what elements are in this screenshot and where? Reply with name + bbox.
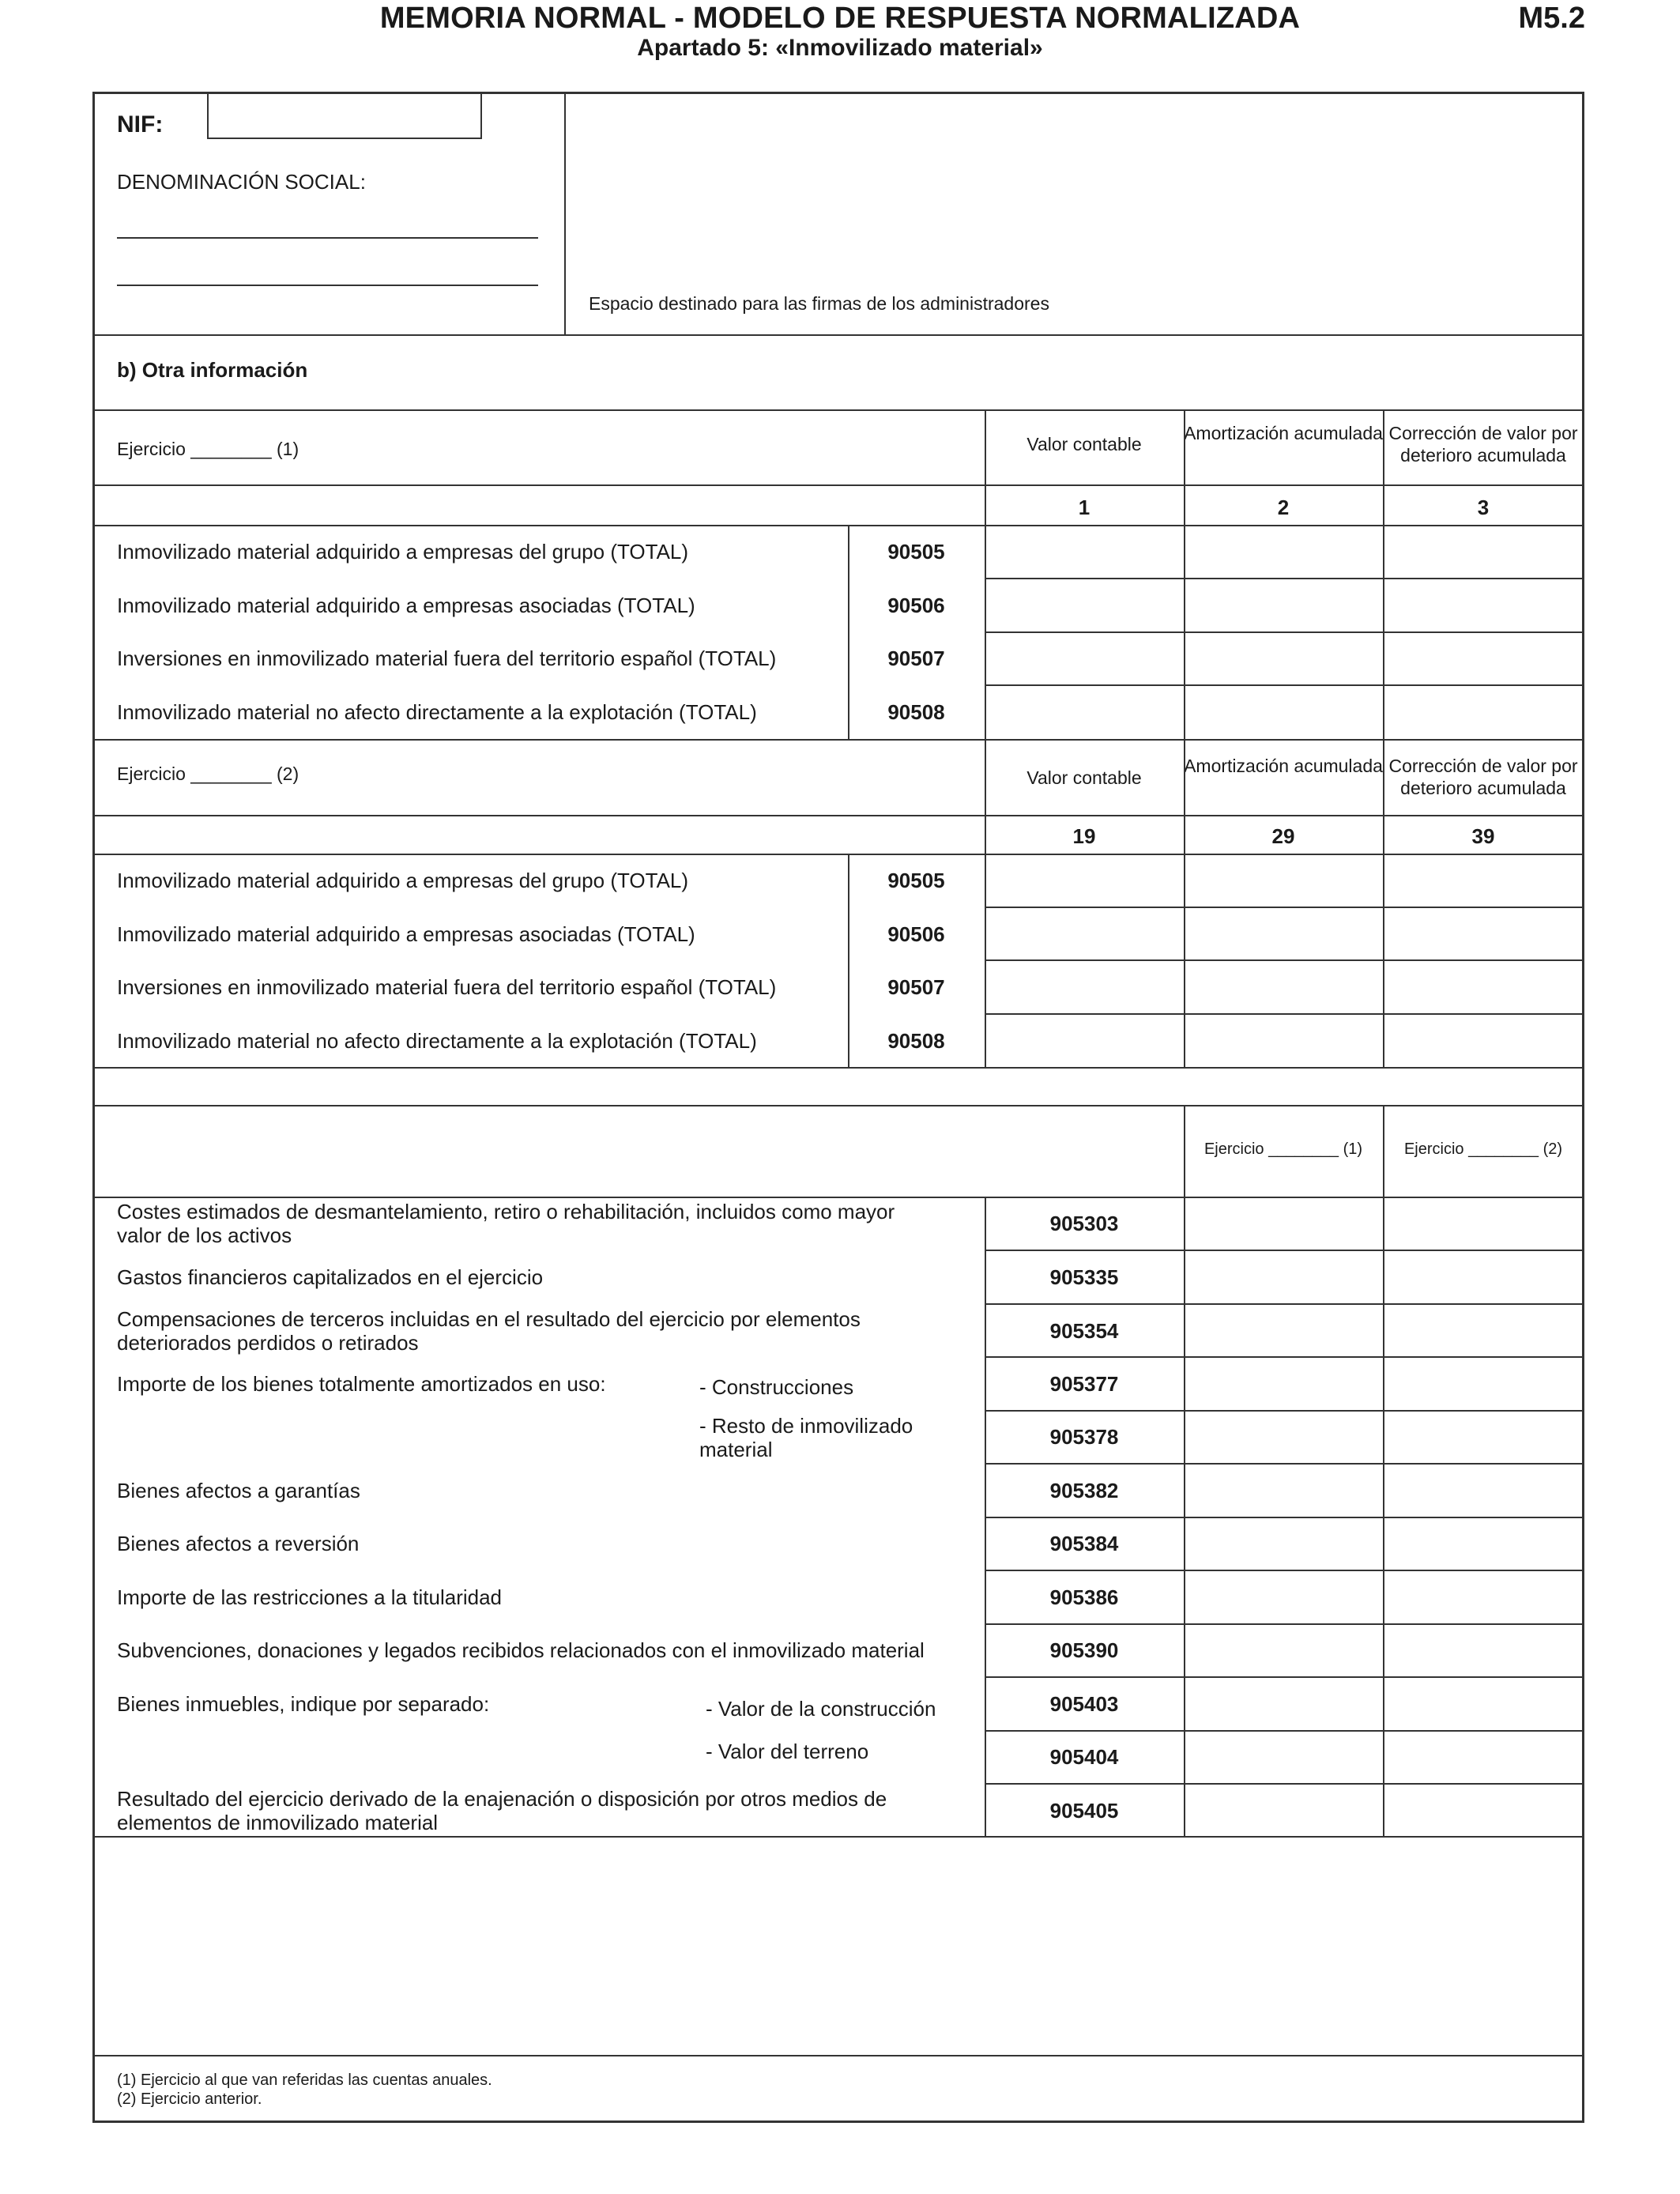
divider xyxy=(1383,739,1384,1067)
divider xyxy=(92,525,1584,526)
divider xyxy=(985,1303,1584,1305)
divider xyxy=(985,739,986,1067)
row-code: 90508 xyxy=(887,700,945,724)
table1-colnum-2: 2 xyxy=(1277,496,1290,519)
denominacion-line-1[interactable] xyxy=(117,237,538,239)
divider xyxy=(985,1356,1584,1358)
table2-colnum-3: 39 xyxy=(1471,824,1495,848)
table-row-label: Gastos financieros capitalizados en el ejercicio xyxy=(117,1265,544,1289)
divider xyxy=(985,1197,986,1836)
table1-colnum-3: 3 xyxy=(1477,496,1490,519)
divider xyxy=(92,739,1584,741)
table-row-label: Inversiones en inmovilizado material fuera del territorio español (TOTAL) xyxy=(117,975,777,999)
table-row-label: Subvenciones, donaciones y legados recibidos relacionados con el inmovilizado material xyxy=(117,1638,925,1662)
divider xyxy=(92,2055,1584,2056)
row-code: 905377 xyxy=(1049,1372,1119,1396)
row-code: 905386 xyxy=(1049,1585,1119,1609)
nif-field[interactable] xyxy=(207,92,482,139)
divider xyxy=(985,1517,1584,1518)
row-code: 905390 xyxy=(1049,1638,1119,1662)
table2-col-amortizacion: Amortización acumulada xyxy=(1184,756,1383,776)
table2-colnum-2: 29 xyxy=(1271,824,1295,848)
table2-ejercicio-label: Ejercicio ________ (2) xyxy=(117,763,299,784)
row-code: 90507 xyxy=(887,647,945,670)
divider xyxy=(985,631,1584,633)
table-row-label: Inmovilizado material adquirido a empresas del grupo (TOTAL) xyxy=(117,869,689,892)
row-code: 905335 xyxy=(1049,1265,1119,1289)
table-row-sublabel: - Valor de la construcción xyxy=(706,1697,936,1721)
table-row-label: Inmovilizado material no afecto directamente a la explotación (TOTAL) xyxy=(117,1029,757,1053)
divider xyxy=(985,1783,1584,1785)
divider xyxy=(985,1250,1584,1251)
row-code: 90508 xyxy=(887,1029,945,1053)
table-row-label: Bienes afectos a garantías xyxy=(117,1479,360,1502)
signature-space-label: Espacio destinado para las firmas de los administradores xyxy=(589,293,1049,314)
table3-col-ejercicio-1: Ejercicio ________ (1) xyxy=(1203,1140,1363,1158)
table-row-label: Compensaciones de terceros incluidas en el resultado del ejercicio por elementos deteriorados perdidos o retirados xyxy=(117,1307,861,1355)
table-row-label: Inmovilizado material adquirido a empresas asociadas (TOTAL) xyxy=(117,594,695,617)
divider xyxy=(92,334,1584,336)
table-row-label: Importe de los bienes totalmente amortizados en uso: xyxy=(117,1372,606,1396)
table1-col-valor-contable: Valor contable xyxy=(1026,434,1142,454)
table-row-label: Inmovilizado material no afecto directamente a la explotación (TOTAL) xyxy=(117,700,757,724)
divider xyxy=(92,1067,1584,1069)
row-code: 905378 xyxy=(1049,1425,1119,1449)
table-row-label: Importe de las restricciones a la titularidad xyxy=(117,1585,503,1609)
row-code: 90505 xyxy=(887,869,945,892)
row-code: 90506 xyxy=(887,922,945,946)
free-text-area[interactable] xyxy=(95,1838,1582,2053)
form-code: M5.2 xyxy=(1518,2,1585,35)
denominacion-label: DENOMINACIÓN SOCIAL: xyxy=(117,170,366,194)
nif-label: NIF: xyxy=(117,111,164,138)
signature-area[interactable] xyxy=(566,93,1582,334)
row-code: 905403 xyxy=(1049,1692,1119,1716)
row-code: 905384 xyxy=(1049,1532,1119,1555)
row-code: 90506 xyxy=(887,594,945,617)
footnote-1: (1) Ejercicio al que van referidas las cuentas anuales. xyxy=(117,2071,492,2089)
divider xyxy=(985,1570,1584,1571)
divider xyxy=(92,815,1584,816)
table-row-label: Inmovilizado material adquirido a empresas del grupo (TOTAL) xyxy=(117,540,689,564)
table1-col-amortizacion: Amortización acumulada xyxy=(1184,423,1383,443)
table-row-sublabel: - Resto de inmovilizado material xyxy=(699,1414,913,1461)
row-code: 90507 xyxy=(887,975,945,999)
table-row-label: Inmovilizado material adquirido a empresas asociadas (TOTAL) xyxy=(117,922,695,946)
table3-col-ejercicio-2: Ejercicio ________ (2) xyxy=(1403,1140,1563,1158)
table2-col-correccion: Corrección de valor por deterioro acumulada xyxy=(1388,756,1578,798)
divider xyxy=(848,525,849,739)
table-row-sublabel: - Construcciones xyxy=(699,1375,854,1399)
row-code: 905354 xyxy=(1049,1319,1119,1343)
divider xyxy=(92,854,1584,855)
table-row-label: Bienes inmuebles, indique por separado: xyxy=(117,1692,490,1716)
divider xyxy=(92,1836,1584,1838)
table1-colnum-1: 1 xyxy=(1078,496,1090,519)
divider xyxy=(985,1676,1584,1678)
table1-col-correccion: Corrección de valor por deterioro acumulada xyxy=(1388,423,1578,466)
divider xyxy=(985,684,1584,686)
table1-ejercicio-label: Ejercicio ________ (1) xyxy=(117,439,299,459)
row-code: 905405 xyxy=(1049,1799,1119,1823)
table-row-sublabel: - Valor del terreno xyxy=(706,1740,869,1763)
denominacion-line-2[interactable] xyxy=(117,285,538,286)
row-code: 90505 xyxy=(887,540,945,564)
divider xyxy=(1383,1105,1384,1836)
row-code: 905382 xyxy=(1049,1479,1119,1502)
table-row-label: Inversiones en inmovilizado material fuera del territorio español (TOTAL) xyxy=(117,647,777,670)
table2-col-valor-contable: Valor contable xyxy=(1026,767,1142,788)
footnote-2: (2) Ejercicio anterior. xyxy=(117,2090,262,2108)
table-row-label: Resultado del ejercicio derivado de la enajenación o disposición por otros medios de elementos de inmovilizado material xyxy=(117,1787,887,1834)
divider xyxy=(985,959,1584,961)
divider xyxy=(985,907,1584,908)
section-b-title: b) Otra información xyxy=(117,358,308,382)
divider xyxy=(92,1105,1584,1106)
divider xyxy=(1184,739,1185,1067)
row-code: 905303 xyxy=(1049,1212,1119,1235)
divider xyxy=(985,1623,1584,1625)
divider xyxy=(985,1463,1584,1465)
document-title: MEMORIA NORMAL - MODELO DE RESPUESTA NORMALIZADA xyxy=(379,2,1301,35)
divider xyxy=(848,854,849,1067)
divider xyxy=(985,409,986,739)
divider xyxy=(985,1013,1584,1015)
divider xyxy=(92,1197,1584,1198)
document-subtitle: Apartado 5: «Inmovilizado material» xyxy=(637,35,1043,61)
table-row-label: Bienes afectos a reversión xyxy=(117,1532,360,1555)
divider xyxy=(985,1730,1584,1732)
divider xyxy=(1184,1105,1185,1836)
table-row-label: Costes estimados de desmantelamiento, retiro o rehabilitación, incluidos como mayor valor de los activos xyxy=(117,1200,895,1247)
row-code: 905404 xyxy=(1049,1745,1119,1769)
table2-colnum-1: 19 xyxy=(1072,824,1096,848)
divider xyxy=(985,578,1584,579)
divider xyxy=(92,484,1584,486)
divider xyxy=(92,409,1584,411)
divider xyxy=(985,1410,1584,1412)
divider xyxy=(1184,409,1185,739)
divider xyxy=(1383,409,1384,739)
